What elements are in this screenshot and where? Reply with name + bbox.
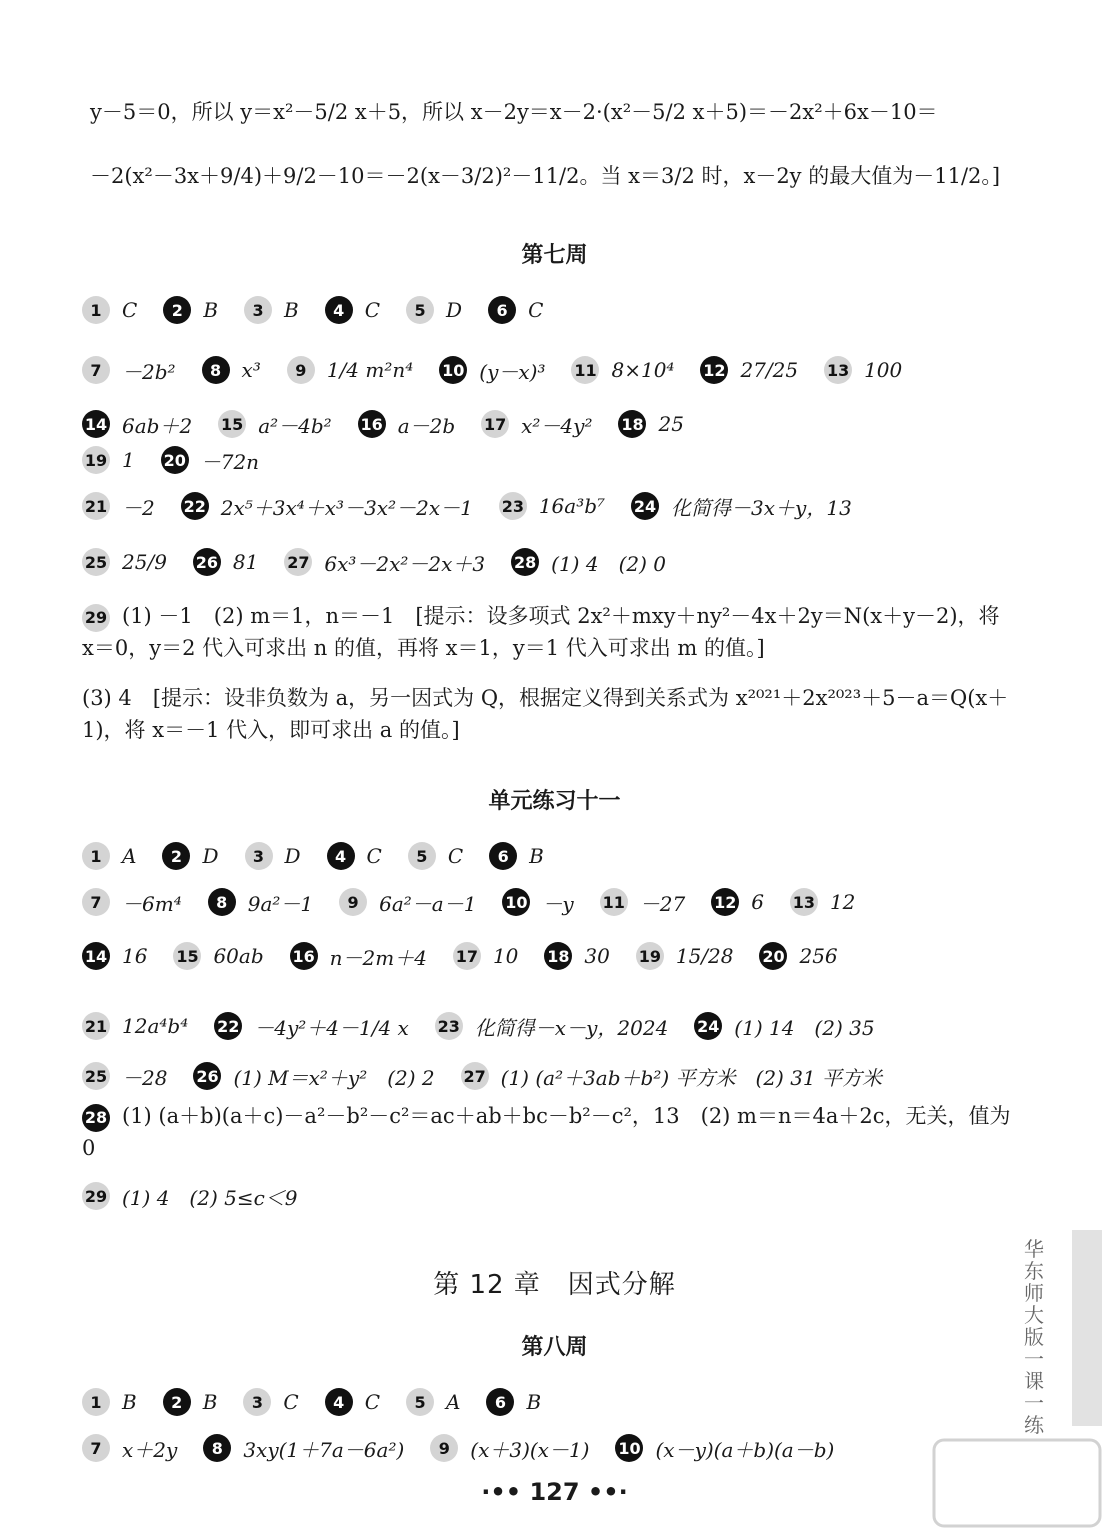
page-number: ·•• 127 ••·	[481, 1478, 628, 1506]
answer-item-8	[203, 1434, 404, 1463]
question-number: 18	[618, 410, 646, 438]
question-number: 26	[193, 548, 221, 576]
answer-text: C	[283, 1390, 299, 1414]
answer-row	[82, 884, 881, 920]
answer-item-9	[430, 1434, 589, 1463]
answer-row	[82, 1008, 901, 1044]
answer-item-9	[287, 356, 413, 384]
answer-text: 9a²－1	[247, 891, 314, 916]
answer-text: 6x³－2x²－2x＋3	[324, 551, 486, 576]
answer-item-6	[489, 842, 544, 870]
answer-text: B	[202, 1390, 218, 1414]
question-number: 14	[82, 410, 110, 438]
answer-item-24	[694, 1012, 874, 1041]
answer-item-1	[82, 296, 137, 324]
answer-29-text: (1) －1 (2) m＝1，n＝－1 [提示：设多项式 2x²＋mxy＋ny²－4x＋2y＝N(x＋y－2)，将 x＝0，y＝2 代入可求出 n 的值，再将 x＝1，y＝1 代入可求出 m 的值。]	[82, 604, 1000, 660]
section-title-unit11: 单元练习十一	[488, 789, 621, 814]
question-number: 28	[511, 548, 539, 576]
answer-item-9	[339, 888, 476, 917]
answer-text: 6	[751, 890, 764, 914]
answer-text: －72n	[200, 449, 260, 474]
answer-28-text: (1) (a＋b)(a＋c)－a²－b²－c²＝ac＋ab＋bc－b²－c²，13 (2) m＝n＝4a＋2c，无关，值为 0	[82, 1104, 1011, 1160]
answer-text: B	[122, 1390, 137, 1414]
answer-row	[82, 406, 710, 442]
chapter-title: 第 12 章 因式分解	[433, 1270, 676, 1300]
answer-item-12	[711, 888, 764, 916]
answer-text: (y－x)³	[479, 359, 546, 384]
answer-item-13	[824, 356, 902, 384]
question-number: 4	[325, 1388, 353, 1416]
watermark-logo	[932, 1438, 1102, 1528]
question-number: 9	[287, 356, 315, 384]
question-number: 4	[327, 842, 355, 870]
answer-item-6	[488, 296, 543, 324]
question-number: 17	[481, 410, 509, 438]
answer-text: 16	[122, 944, 148, 968]
answer-text: a²－4b²	[258, 413, 332, 438]
answer-item-20	[759, 942, 837, 970]
answer-row	[82, 1384, 567, 1420]
answer-text: (1) 14 (2) 35	[734, 1015, 875, 1040]
answer-item-5	[406, 296, 462, 324]
answer-row	[82, 1430, 860, 1466]
answer-item-21	[82, 1012, 188, 1040]
answer-item-22	[214, 1012, 409, 1041]
question-number: 11	[571, 356, 599, 384]
question-number: 10	[502, 888, 530, 916]
answer-row	[82, 838, 570, 874]
answer-text: D	[202, 844, 219, 868]
question-number: 15	[173, 942, 201, 970]
answer-item-11	[571, 356, 674, 384]
answer-text: B	[526, 1390, 542, 1414]
answer-item-19	[82, 446, 135, 474]
question-number: 3	[245, 842, 273, 870]
question-number: 20	[759, 942, 787, 970]
question-number: 16	[358, 410, 386, 438]
answer-text: C	[364, 1390, 381, 1414]
answer-text: C	[447, 844, 464, 868]
question-number: 6	[486, 1388, 514, 1416]
answer-text: B	[203, 298, 219, 322]
question-number: 19	[636, 942, 664, 970]
answer-item-16	[290, 942, 427, 971]
question-number: 23	[435, 1012, 463, 1040]
answer-text: x＋2y	[122, 1437, 178, 1462]
answer-text: (x－y)(a＋b)(a－b)	[655, 1437, 835, 1462]
side-book-title: 华东师大版一课一练	[1024, 1237, 1044, 1437]
question-number: 8	[203, 1434, 231, 1462]
answer-item-4	[327, 842, 382, 870]
answer-row	[82, 938, 864, 974]
answer-item-23	[435, 1012, 668, 1041]
answer-text: B	[284, 298, 299, 322]
answer-row	[82, 488, 878, 524]
answer-text: A	[122, 844, 137, 868]
question-number: 2	[162, 842, 190, 870]
answer-text: 30	[584, 944, 610, 968]
answer-item-2	[162, 842, 218, 870]
answer-text: D	[284, 844, 301, 868]
question-number: 18	[544, 942, 572, 970]
answer-item-26	[193, 1062, 434, 1091]
answer-text: 16a³b⁷	[538, 494, 606, 518]
answer-item-13	[790, 888, 855, 916]
question-number: 2	[163, 296, 191, 324]
question-number: 10	[615, 1434, 643, 1462]
question-number: 23	[499, 492, 527, 520]
answer-text: B	[529, 844, 544, 868]
question-number: 12	[700, 356, 728, 384]
question-number: 5	[406, 296, 434, 324]
question-number: 1	[82, 842, 110, 870]
answer-item-14	[82, 942, 147, 970]
question-number: 20	[161, 446, 189, 474]
question-number: 9	[339, 888, 367, 916]
answer-item-14	[82, 410, 192, 439]
answer-text: C	[122, 298, 138, 322]
answer-item-17	[481, 410, 592, 439]
question-number: 1	[82, 1388, 110, 1416]
answer-item-3	[244, 296, 299, 324]
answer-text: x²－4y²	[521, 413, 593, 438]
answer-row	[82, 1058, 908, 1094]
answer-item-18	[544, 942, 609, 970]
answer-text: D	[446, 298, 463, 322]
page-number-value: 127	[529, 1478, 580, 1506]
answer-item-20	[161, 446, 259, 475]
answer-item-5	[408, 842, 463, 870]
answer-text: 81	[232, 550, 259, 574]
answer-item-7	[82, 1434, 177, 1463]
watermark-icon	[932, 1438, 1102, 1528]
answer-29-unit11-text: (1) 4 (2) 5≤c＜9	[122, 1185, 298, 1210]
answer-text: C	[366, 844, 382, 868]
answer-item-28	[511, 548, 666, 577]
answer-item-10	[502, 888, 573, 917]
question-number: 11	[600, 888, 628, 916]
answer-text: 25	[658, 412, 684, 436]
answer-item-24	[631, 492, 852, 521]
answer-text: －y	[542, 891, 574, 916]
answer-28-unit11	[82, 1100, 1017, 1164]
question-number: 17	[453, 942, 481, 970]
question-number: 7	[82, 888, 110, 916]
question-number: 7	[82, 356, 110, 384]
question-number: 12	[711, 888, 739, 916]
answer-item-6	[486, 1388, 541, 1416]
intro-line-1: y－5＝0，所以 y＝x²－5/2 x＋5，所以 x－2y＝x－2·(x²－5/2 x＋5)＝－2x²＋6x－10＝	[90, 100, 938, 124]
answer-item-25	[82, 1062, 167, 1091]
question-number: 6	[489, 842, 517, 870]
answer-29-unit11	[82, 1178, 298, 1214]
answer-text: 化简得－3x＋y，13	[671, 495, 852, 520]
answer-text: C	[364, 298, 381, 322]
answer-item-26	[193, 548, 258, 576]
answer-item-7	[82, 888, 182, 917]
answer-text: －6m⁴	[122, 891, 182, 916]
answer-text: 10	[492, 944, 519, 968]
answer-text: C	[528, 298, 544, 322]
answer-item-3	[245, 842, 301, 870]
answer-item-15	[173, 942, 263, 970]
question-number: 10	[439, 356, 467, 384]
answer-text: 15/28	[675, 944, 734, 968]
question-number: 27	[284, 548, 312, 576]
question-number-28: 28	[82, 1104, 110, 1132]
question-number: 13	[790, 888, 818, 916]
question-number: 19	[82, 446, 110, 474]
question-number-29: 29	[82, 604, 110, 632]
answer-row	[82, 352, 928, 388]
answer-item-27	[284, 548, 485, 577]
answer-item-23	[499, 492, 605, 520]
answer-text: 6ab＋2	[122, 413, 193, 438]
answer-text: 化简得－x－y，2024	[474, 1015, 669, 1040]
answer-text: (1) M＝x²＋y² (2) 2	[233, 1065, 435, 1090]
answer-text: 12	[829, 890, 856, 914]
question-number: 5	[406, 1388, 434, 1416]
answer-item-18	[618, 410, 683, 438]
answer-item-4	[325, 1388, 380, 1416]
question-number: 26	[193, 1062, 221, 1090]
section-title-week8: 第八周	[521, 1335, 588, 1360]
question-number: 4	[325, 296, 353, 324]
answer-text: 8×10⁴	[611, 358, 675, 382]
answer-text: 1/4 m²n⁴	[326, 358, 414, 382]
question-number: 22	[181, 492, 209, 520]
question-number: 27	[461, 1062, 489, 1090]
question-number: 24	[694, 1012, 722, 1040]
question-number: 5	[408, 842, 436, 870]
answer-item-1	[82, 842, 136, 870]
question-number: 1	[82, 296, 110, 324]
answer-text: 25/9	[122, 550, 167, 574]
answer-29-part1	[82, 600, 1017, 664]
answer-item-19	[636, 942, 734, 970]
answer-item-27	[461, 1062, 882, 1091]
answer-item-4	[325, 296, 380, 324]
answer-text: x³	[241, 358, 261, 382]
answer-item-25	[82, 548, 167, 576]
answer-row	[82, 442, 285, 478]
answer-item-16	[358, 410, 455, 439]
answer-text: 1	[122, 448, 135, 472]
question-number: 25	[82, 548, 110, 576]
answer-text: －4y²＋4－1/4 x	[254, 1015, 409, 1040]
answer-text: 100	[864, 358, 903, 382]
answer-row	[82, 292, 569, 328]
answer-item-2	[163, 1388, 218, 1416]
answer-text: －28	[122, 1065, 168, 1090]
question-number: 24	[631, 492, 659, 520]
answer-item-2	[163, 296, 218, 324]
question-number: 3	[244, 296, 272, 324]
answer-text: 12a⁴b⁴	[122, 1014, 189, 1038]
answer-item-5	[406, 1388, 460, 1416]
answer-item-1	[82, 1388, 137, 1416]
question-number: 15	[218, 410, 246, 438]
answer-item-21	[82, 492, 155, 521]
question-number: 9	[430, 1434, 458, 1462]
answer-text: (1) (a²＋3ab＋b²) 平方米 (2) 31 平方米	[500, 1065, 883, 1090]
answer-text: 27/25	[740, 358, 799, 382]
answer-text: －27	[639, 891, 686, 916]
answer-item-8	[208, 888, 313, 917]
question-number: 8	[202, 356, 230, 384]
question-number: 8	[208, 888, 236, 916]
question-number: 22	[214, 1012, 242, 1040]
question-number: 14	[82, 942, 110, 970]
answer-text: n－2m＋4	[329, 945, 427, 970]
answer-text: 6a²－a－1	[379, 891, 477, 916]
question-number: 25	[82, 1062, 110, 1090]
answer-item-10	[615, 1434, 834, 1463]
answer-text: －2b²	[122, 359, 176, 384]
answer-29-part3: (3) 4 [提示：设非负数为 a，另一因式为 Q，根据定义得到关系式为 x²⁰²¹＋2x²⁰²³＋5－a＝Q(x＋1)，将 x＝－1 代入，即可求出 a 的值。]	[82, 686, 1009, 742]
section-title-week7: 第七周	[521, 243, 588, 268]
question-number: 7	[82, 1434, 110, 1462]
question-number: 2	[163, 1388, 191, 1416]
answer-text: A	[446, 1390, 461, 1414]
question-number: 13	[824, 356, 852, 384]
answer-text: 3xy(1＋7a－6a²)	[243, 1437, 405, 1462]
answer-text: 2x⁵＋3x⁴＋x³－3x²－2x－1	[220, 495, 473, 520]
answer-item-22	[181, 492, 473, 521]
answer-item-11	[600, 888, 685, 917]
answer-item-15	[218, 410, 332, 439]
answer-text: －2	[122, 495, 155, 520]
question-number-29-unit11: 29	[82, 1182, 110, 1210]
question-number: 3	[243, 1388, 271, 1416]
question-number: 21	[82, 1012, 110, 1040]
question-number: 21	[82, 492, 110, 520]
answer-item-7	[82, 356, 176, 385]
answer-text: 256	[799, 944, 838, 968]
answer-item-10	[439, 356, 545, 385]
side-tab	[1072, 1230, 1102, 1426]
answer-row	[82, 544, 692, 580]
answer-item-12	[700, 356, 798, 384]
answer-item-17	[453, 942, 518, 970]
answer-item-8	[202, 356, 261, 384]
answer-item-3	[243, 1388, 298, 1416]
intro-line-2: －2(x²－3x＋9/4)＋9/2－10＝－2(x－3/2)²－11/2。当 x＝3/2 时，x－2y 的最大值为－11/2。]	[90, 164, 1001, 188]
answer-text: 60ab	[213, 944, 264, 968]
question-number: 6	[488, 296, 516, 324]
question-number: 16	[290, 942, 318, 970]
answer-text: (1) 4 (2) 0	[551, 551, 666, 576]
answer-text: a－2b	[397, 413, 456, 438]
answer-text: (x＋3)(x－1)	[470, 1437, 590, 1462]
